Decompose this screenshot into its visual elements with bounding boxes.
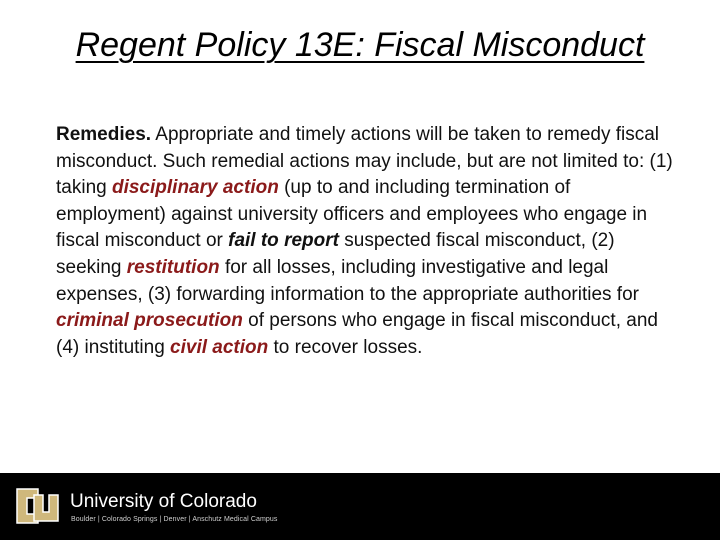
body-text-6: to recover losses. <box>268 336 423 358</box>
body-text-2: (up to and including termination of employment) against university officers and employees who engage in fiscal misconduct or <box>56 177 648 252</box>
emphasis-disciplinary-action: disciplinary action <box>111 177 279 199</box>
emphasis-fail-to-report: fail to report <box>228 230 339 252</box>
body-text-1: Appropriate and timely actions will be taken to remedy fiscal misconduct. Such remedial actions may include, but are not limited to: (1) taking <box>56 124 673 199</box>
emphasis-restitution: restitution <box>126 256 220 278</box>
slide-title: Regent Policy 13E: Fiscal Misconduct <box>75 26 645 64</box>
footer-bar <box>0 473 720 540</box>
remedies-heading: Remedies. <box>56 124 152 145</box>
policy-paragraph <box>56 122 676 361</box>
body-text-4: for all losses, including investigative and legal expenses, (3) forwarding information to the appropriate authorities for <box>56 256 639 305</box>
cu-logo-icon <box>14 485 60 527</box>
body-text-5: of persons who engage in fiscal misconduct, and (4) instituting <box>56 310 658 358</box>
emphasis-civil-action: civil action <box>170 336 269 358</box>
body-text-3: suspected fiscal misconduct, (2) seeking <box>56 230 615 278</box>
campus-list: Boulder | Colorado Springs | Denver | Anschutz Medical Campus <box>71 516 278 523</box>
emphasis-criminal-prosecution: criminal prosecution <box>56 310 243 332</box>
university-name: University of Colorado <box>70 491 257 512</box>
